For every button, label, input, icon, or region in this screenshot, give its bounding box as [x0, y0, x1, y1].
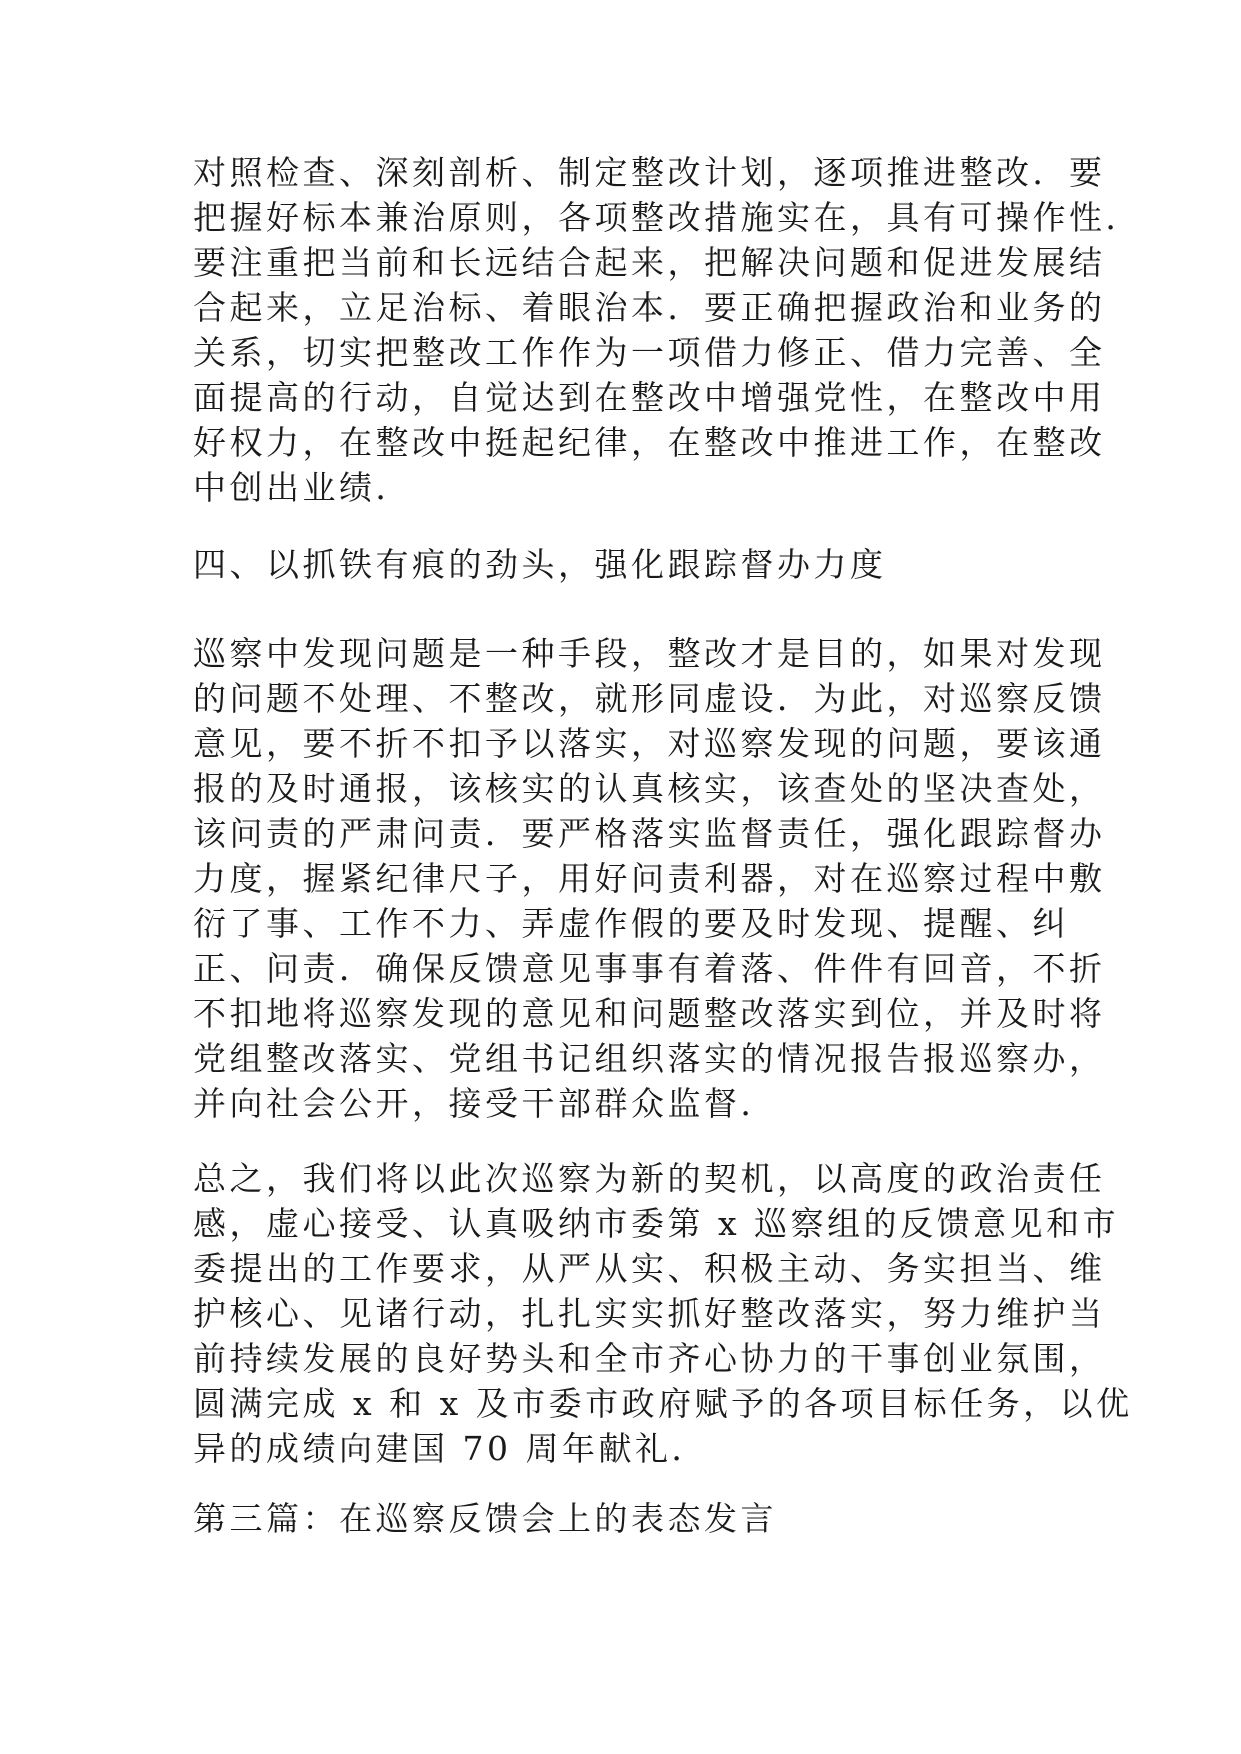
paragraph-line: 的问题不处理、不整改，就形同虚设．为此，对巡察反馈 — [193, 679, 1106, 718]
section-heading-text: 四、以抓铁有痕的劲头，强化跟踪督办力度 — [193, 545, 887, 584]
paragraph-line: 不扣地将巡察发现的意见和问题整改落实到位，并及时将 — [193, 994, 1106, 1033]
paragraph-line: 护核心、见诸行动，扎扎实实抓好整改落实，努力维护当 — [193, 1294, 1106, 1333]
paragraph-line: 中创出业绩． — [193, 468, 412, 507]
paragraph-line: 把握好标本兼治原则，各项整改措施实在，具有可操作性． — [193, 198, 1142, 237]
paragraph-line: 面提高的行动，自觉达到在整改中增强党性，在整改中用 — [193, 378, 1106, 417]
paragraph-line: 巡察中发现问题是一种手段，整改才是目的，如果对发现 — [193, 634, 1106, 673]
paragraph-supervision — [193, 631, 1106, 1126]
paragraph-line: 要注重把当前和长远结合起来，把解决问题和促进发展结 — [193, 243, 1106, 282]
paragraph-line: 正、问责．确保反馈意见事事有着落、件件有回音，不折 — [193, 949, 1106, 988]
paragraph-line: 圆满完成 x 和 x 及市委市政府赋予的各项目标任务，以优 — [193, 1384, 1133, 1423]
paragraph-line: 异的成绩向建国 70 周年献礼． — [193, 1429, 708, 1468]
chapter-three-heading — [193, 1496, 1033, 1541]
paragraph-line: 好权力，在整改中挺起纪律，在整改中推进工作，在整改 — [193, 423, 1106, 462]
paragraph-line: 对照检查、深刻剖析、制定整改计划，逐项推进整改．要 — [193, 153, 1106, 192]
paragraph-line: 力度，握紧纪律尺子，用好问责利器，对在巡察过程中敷 — [193, 859, 1106, 898]
paragraph-conclusion — [193, 1156, 1133, 1471]
chapter-heading-text: 第三篇：在巡察反馈会上的表态发言 — [193, 1499, 777, 1538]
paragraph-line: 党组整改落实、党组书记组织落实的情况报告报巡察办， — [193, 1039, 1106, 1078]
paragraph-line: 关系，切实把整改工作作为一项借力修正、借力完善、全 — [193, 333, 1106, 372]
paragraph-line: 并向社会公开，接受干部群众监督． — [193, 1084, 777, 1123]
paragraph-line: 意见，要不折不扣予以落实，对巡察发现的问题，要该通 — [193, 724, 1106, 763]
section-heading-four — [193, 542, 1033, 587]
paragraph-line: 前持续发展的良好势头和全市齐心协力的干事创业氛围， — [193, 1339, 1106, 1378]
paragraph-line: 衍了事、工作不力、弄虚作假的要及时发现、提醒、纠 — [193, 904, 1069, 943]
paragraph-line: 总之，我们将以此次巡察为新的契机，以高度的政治责任 — [193, 1159, 1106, 1198]
paragraph-rectification-plan — [193, 150, 1142, 510]
paragraph-line: 报的及时通报，该核实的认真核实，该查处的坚决查处， — [193, 769, 1106, 808]
paragraph-line: 合起来，立足治标、着眼治本．要正确把握政治和业务的 — [193, 288, 1106, 327]
paragraph-line: 该问责的严肃问责．要严格落实监督责任，强化跟踪督办 — [193, 814, 1106, 853]
paragraph-line: 委提出的工作要求，从严从实、积极主动、务实担当、维 — [193, 1249, 1106, 1288]
paragraph-line: 感，虚心接受、认真吸纳市委第 x 巡察组的反馈意见和市 — [193, 1204, 1120, 1243]
